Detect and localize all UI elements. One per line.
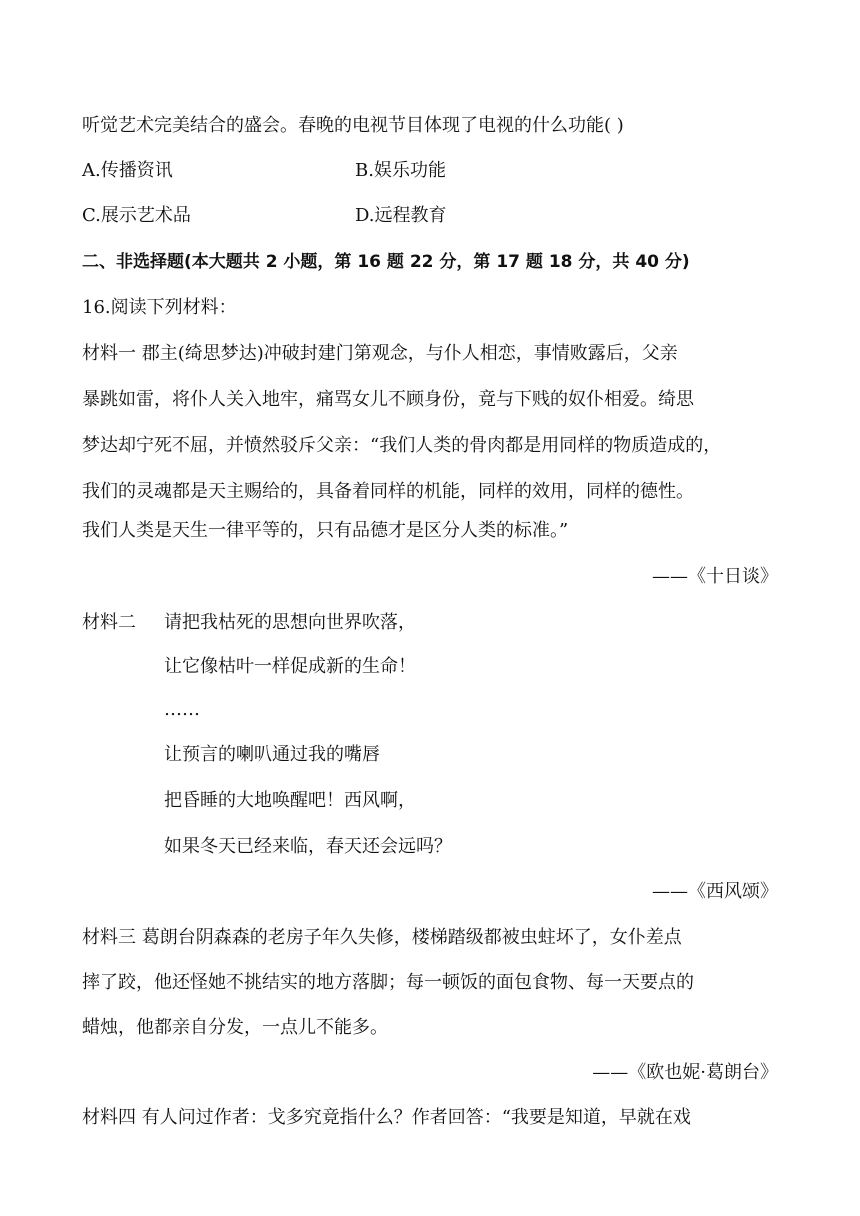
- option-c: C.展示艺术品: [82, 205, 191, 226]
- material2-label: 材料二: [82, 612, 136, 633]
- poem-line: 如果冬天已经来临，春天还会远吗？: [164, 836, 452, 857]
- material3-line: 摔了跤，他还怪她不挑结实的地方落脚；每一顿饭的面包食物、每一天要点的: [82, 972, 694, 993]
- poem-line: 让预言的喇叭通过我的嘴唇: [164, 744, 380, 765]
- material3-line: 蜡烛，他都亲自分发，一点儿不能多。: [82, 1017, 388, 1038]
- material3-line: 材料三 葛朗台阴森森的老房子年久失修，楼梯踏级都被虫蛀坏了，女仆差点: [82, 927, 682, 948]
- question-stem-line: 听觉艺术完美结合的盛会。春晚的电视节目体现了电视的什么功能( ): [82, 115, 624, 136]
- poem-line: 把昏睡的大地唤醒吧！西风啊，: [164, 790, 416, 811]
- material4-line: 材料四 有人问过作者：戈多究竟指什么？作者回答：“我要是知道，早就在戏: [82, 1107, 691, 1128]
- material1-line: 梦达却宁死不屈，并愤然驳斥父亲：“我们人类的骨肉都是用同样的物质造成的，: [82, 435, 722, 456]
- material1-line: 暴跳如雷，将仆人关入地牢，痛骂女儿不顾身份，竟与下贱的奴仆相爱。绮思: [82, 389, 694, 410]
- material1-source: ——《十日谈》: [652, 566, 778, 587]
- material1-line: 我们人类是天生一律平等的，只有品德才是区分人类的标准。”: [82, 520, 569, 541]
- material1-line: 我们的灵魂都是天主赐给的，具备着同样的机能，同样的效用，同样的德性。: [82, 481, 694, 502]
- question-16-title: 16.阅读下列材料：: [82, 297, 237, 318]
- option-d: D.远程教育: [355, 205, 447, 226]
- poem-line: 请把我枯死的思想向世界吹落，: [164, 612, 416, 633]
- section-heading: 二、非选择题(本大题共 2 小题，第 16 题 22 分，第 17 题 18 分，共 40 分): [82, 252, 690, 272]
- option-b: B.娱乐功能: [355, 160, 446, 181]
- material2-source: ——《西风颂》: [652, 881, 778, 902]
- material1-line: 材料一 郡主(绮思梦达)冲破封建门第观念，与仆人相恋，事情败露后，父亲: [82, 343, 678, 364]
- poem-line: 让它像枯叶一样促成新的生命！: [164, 656, 416, 677]
- material3-source: ——《欧也妮·葛朗台》: [592, 1062, 778, 1083]
- poem-line: ……: [164, 699, 200, 720]
- option-a: A.传播资讯: [82, 160, 173, 181]
